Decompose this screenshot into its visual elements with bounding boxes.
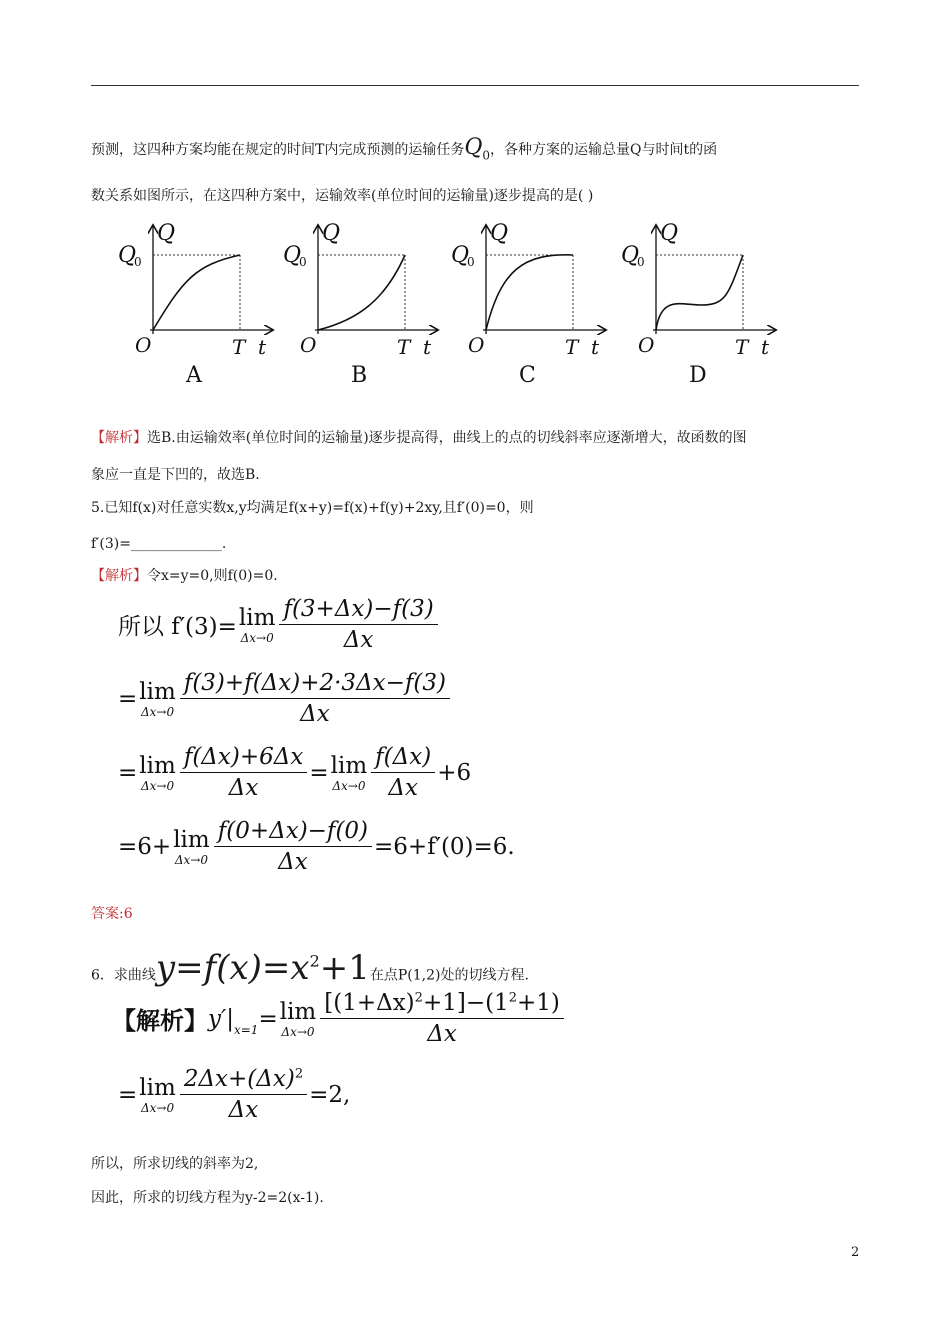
lim-word: lim: [139, 1074, 176, 1101]
t-end-label: T: [565, 335, 579, 359]
para1-line1: [91, 135, 718, 165]
para1-text-b: ，各种方案的运输总量Q与时间t的函: [490, 142, 718, 158]
q5-line2: f′(3)=_____________.: [91, 536, 227, 552]
q0-letter: Q: [464, 135, 483, 160]
m4-num: f(0+Δx)−f(0): [214, 818, 372, 847]
sol4-tag: 【解析】: [91, 430, 147, 446]
lim-sub: Δx→0: [174, 852, 209, 867]
q-label: Q: [322, 221, 341, 246]
q0-label: Q: [621, 243, 640, 268]
sol6-m2-num-sup: 2: [294, 1066, 304, 1082]
m3-den2: Δx: [388, 775, 418, 801]
sol6-math-line2: [118, 1066, 350, 1123]
sol5-math-line3: [118, 744, 471, 801]
t-end-label: T: [735, 335, 749, 359]
sol4-text1: 选B.由运输效率(单位时间的运输量)逐步提高得，曲线上的点的切线斜率应逐渐增大，故函数的图: [147, 430, 747, 446]
q6-prefix: 6．求曲线: [91, 967, 156, 984]
sol4-line1: [91, 428, 747, 448]
q-label: Q: [157, 221, 176, 246]
q0-sub-label: 0: [637, 255, 645, 269]
m4-head: =6+: [118, 833, 172, 860]
m3-den1: Δx: [228, 775, 259, 801]
sol6-m2-num-a: 2Δx+(Δx): [183, 1066, 295, 1092]
sol6-m1-den: Δx: [427, 1021, 457, 1047]
q0-sub-label: 0: [134, 255, 142, 269]
m4-fraction: [214, 818, 372, 875]
q6-eq-tail: +1: [319, 948, 370, 989]
graph-label: C: [519, 363, 536, 388]
graph-label: B: [351, 363, 368, 388]
q-curve: [318, 255, 405, 330]
m1-den: Δx: [343, 627, 374, 653]
lim-op: [280, 999, 317, 1039]
lim-sub: Δx→0: [140, 1100, 175, 1115]
origin-label: O: [638, 333, 655, 357]
q0-label: Q: [118, 243, 137, 268]
lim-op: [139, 679, 176, 719]
sol6-m1-fraction: [320, 990, 564, 1047]
sol6-m2-tail: =2,: [309, 1081, 351, 1108]
sol6-text2: 因此，所求的切线方程为y-2=2(x-1).: [91, 1190, 324, 1206]
sol6-text1: 所以，所求切线的斜率为2,: [91, 1156, 259, 1172]
graph-c: [451, 221, 605, 388]
sol5-tag: 【解析】: [91, 568, 147, 584]
origin-label: O: [300, 333, 317, 357]
sol5-line: [91, 566, 278, 586]
answer5: 答案:6: [91, 906, 133, 922]
page-number: 2: [851, 1245, 860, 1260]
lim-op: [331, 753, 368, 793]
sol6-math-line1: [112, 990, 566, 1047]
t-axis-label: t: [258, 335, 267, 359]
eq-sign: =: [309, 759, 329, 786]
q0-sub: 0: [482, 148, 491, 163]
sol6-m2-fraction: [180, 1066, 307, 1123]
lim-word: lim: [139, 752, 176, 779]
q0-sub-label: 0: [299, 255, 307, 269]
para1-text-a: 预测，这四种方案均能在规定的时间T内完成预测的运输任务: [91, 142, 465, 158]
graph-d: [621, 221, 775, 388]
para1-line2: 数关系如图所示，在这四种方案中，运输效率(单位时间的运输量)逐步提高的是( ): [91, 188, 594, 204]
lim-word: lim: [238, 604, 276, 631]
eq-sign: =: [118, 1081, 138, 1108]
m3-fraction1: [180, 744, 308, 801]
lim-sub: Δx→0: [140, 704, 175, 719]
q-label: Q: [490, 221, 509, 246]
graph-b: [283, 221, 437, 388]
q6-eq-sup: 2: [309, 952, 320, 971]
sol6-m1-num: [320, 990, 564, 1019]
sol6-m1-num-b: +1]−(1: [422, 990, 509, 1016]
origin-label: O: [135, 333, 152, 357]
m3-num1: f(Δx)+6Δx: [180, 744, 308, 773]
m4-tail: =6+f′(0)=6.: [374, 833, 515, 860]
m2-den: Δx: [300, 701, 330, 727]
origin-label: O: [468, 333, 485, 357]
lim-op: [173, 827, 210, 867]
q5-line1: 5.已知f(x)对任意实数x,y均满足f(x+y)=f(x)+f(y)+2xy,且f′(0)=0，则: [91, 500, 534, 516]
t-end-label: T: [232, 335, 246, 359]
q6-equation: [156, 948, 370, 988]
sol5-math-line4: [118, 818, 515, 875]
m3-tail: +6: [437, 759, 472, 786]
m1-num: f(3+Δx)−f(3): [279, 596, 437, 625]
m1-prefix: 所以 f′(3)=: [118, 614, 237, 640]
sol6-m1-num-c: +1): [516, 990, 560, 1016]
lim-word: lim: [279, 998, 317, 1025]
header-rule: [91, 85, 859, 86]
sol6-m1-num-a: [(1+Δx): [324, 990, 415, 1016]
eq-sign: =: [118, 759, 138, 786]
lim-word: lim: [330, 752, 368, 779]
eq-sign: =: [258, 1005, 278, 1032]
q6-suffix: 在点P(1,2)处的切线方程.: [369, 967, 529, 984]
m3-num2: f(Δx): [371, 744, 435, 773]
sol6-m1-num-sup2: 2: [508, 990, 517, 1006]
sol6-yprime: y′|: [208, 1005, 234, 1032]
m3-fraction2: [371, 744, 435, 801]
q0-label: Q: [451, 243, 470, 268]
graph-a: [118, 221, 272, 388]
q0-sub-label: 0: [467, 255, 475, 269]
m1-fraction: [279, 596, 437, 653]
t-axis-label: t: [423, 335, 432, 359]
m4-den: Δx: [278, 849, 308, 875]
lim-op: [139, 753, 176, 793]
lim-sub: Δx→0: [240, 630, 274, 645]
q0-label: Q: [283, 243, 302, 268]
q-curve: [486, 255, 573, 330]
sol5-math-line1: [118, 596, 440, 653]
lim-op: [239, 605, 276, 645]
t-axis-label: t: [591, 335, 600, 359]
four-graphs-figure: [108, 218, 788, 390]
sol6-m1-num-sup: 2: [414, 990, 423, 1006]
sol6-m2-num: [180, 1066, 307, 1095]
sol4-line2: 象应一直是下凹的，故选B.: [91, 467, 260, 483]
lim-op: [139, 1075, 176, 1115]
t-end-label: T: [397, 335, 411, 359]
eq-sign: =: [118, 685, 138, 712]
graph-label: A: [186, 363, 202, 388]
m2-num: f(3)+f(Δx)+2·3Δx−f(3): [180, 670, 450, 699]
sol6-m2-den: Δx: [228, 1097, 259, 1123]
t-axis-label: t: [761, 335, 770, 359]
q-curve: [656, 255, 743, 330]
lim-word: lim: [173, 826, 210, 853]
graph-label: D: [689, 363, 707, 388]
sol6-tag: 【解析】: [112, 1007, 208, 1035]
m2-fraction: [180, 670, 450, 727]
sol6-xeq: x=1: [233, 1023, 259, 1037]
lim-word: lim: [139, 678, 176, 705]
sol5-text: 令x=y=0,则f(0)=0.: [147, 568, 278, 584]
q-label: Q: [660, 221, 679, 246]
q6-eq: y=f(x)=x: [155, 948, 310, 989]
lim-sub: Δx→0: [332, 778, 366, 793]
q0-symbol: [464, 135, 491, 163]
sol5-math-line2: [118, 670, 452, 727]
lim-sub: Δx→0: [140, 778, 175, 793]
q-curve: [153, 255, 240, 330]
lim-sub: Δx→0: [281, 1024, 315, 1039]
